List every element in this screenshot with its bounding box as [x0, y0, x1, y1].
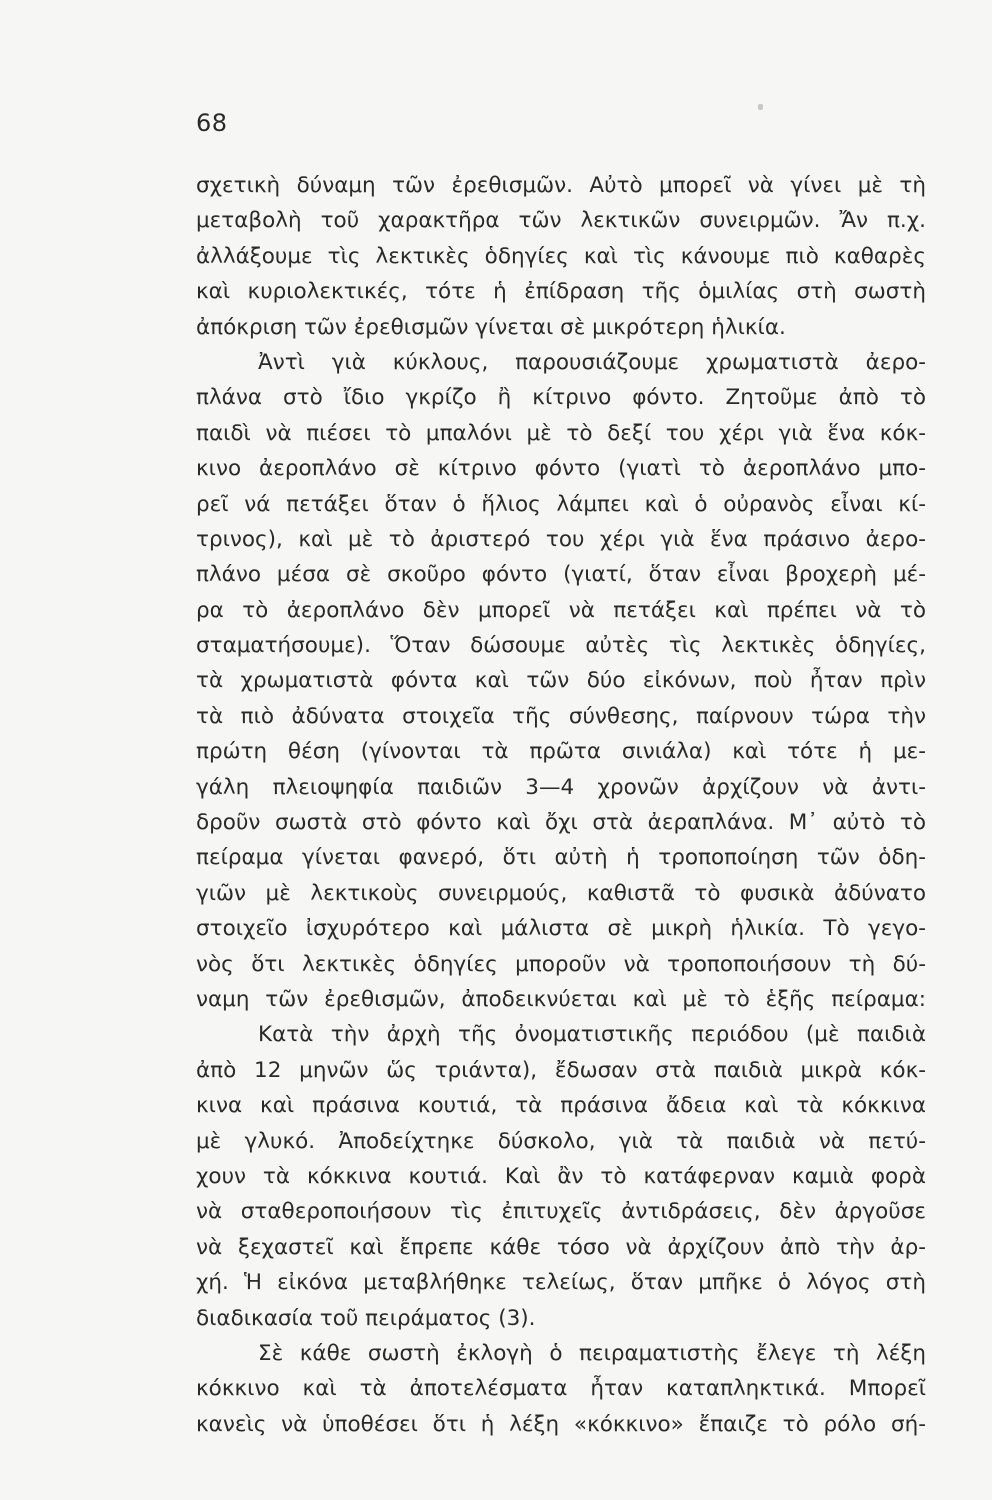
text-line: νὰ σταθεροποιήσουν τὶς ἐπιτυχεῖς ἀντιδράσεις, δὲν ἀργοῦσε: [196, 1199, 926, 1225]
text-line: χουν τὰ κόκκινα κουτιά. Καὶ ἂν τὸ κατάφερναν καμιὰ φορὰ: [196, 1163, 926, 1189]
text-line: ναμη τῶν ἐρεθισμῶν, ἀποδεικνύεται καὶ μὲ τὸ ἑξῆς πείραμα:: [196, 986, 926, 1012]
text-line: νὸς ὅτι λεκτικὲς ὁδηγίες μποροῦν νὰ τροποποιήσουν τὴ δύ-: [196, 951, 926, 977]
text-line: δροῦν σωστὰ στὸ φόντο καὶ ὄχι στὰ ἀεραπλάνα. Μ᾽ αὐτὸ τὸ: [196, 810, 926, 836]
text-line: μεταβολὴ τοῦ χαρακτῆρα τῶν λεκτικῶν συνειρμῶν. Ἄν π.χ.: [196, 208, 926, 234]
text-line: τρινος), καὶ μὲ τὸ ἀριστερό του χέρι γιὰ ἕνα πράσινο ἀερο-: [196, 526, 926, 552]
text-line: ρα τὸ ἀεροπλάνο δὲν μπορεῖ νὰ πετάξει καὶ πρέπει νὰ τὸ: [196, 597, 926, 623]
text-line: στοιχεῖο ἰσχυρότερο καὶ μάλιστα σὲ μικρὴ ἡλικία. Τὸ γεγο-: [196, 916, 926, 942]
text-line: πρώτη θέση (γίνονται τὰ πρῶτα σινιάλα) καὶ τότε ἡ με-: [196, 739, 926, 765]
text-line: κινο ἀεροπλάνο σὲ κίτρινο φόντο (γιατὶ τὸ ἀεροπλάνο μπο-: [196, 456, 926, 482]
text-line: πλάνο μέσα σὲ σκοῦρο φόντο (γιατί, ὅταν εἶναι βροχερὴ μέ-: [196, 562, 926, 588]
text-line: σχετικὴ δύναμη τῶν ἐρεθισμῶν. Αὐτὸ μπορεῖ νὰ γίνει μὲ τὴ: [196, 173, 926, 198]
text-line: τὰ πιὸ ἀδύνατα στοιχεῖα τῆς σύνθεσης, παίρνουν τώρα τὴν: [196, 703, 926, 729]
text-line: διαδικασία τοῦ πειράματος (3).: [196, 1305, 536, 1331]
page-number: 68: [196, 109, 228, 137]
text-line: ἀλλάξουμε τὶς λεκτικὲς ὁδηγίες καὶ τὶς κάνουμε πιὸ καθαρὲς: [196, 243, 926, 269]
text-line: χή. Ἡ εἰκόνα μεταβλήθηκε τελείως, ὅταν μπῆκε ὁ λόγος στὴ: [196, 1270, 926, 1296]
text-line: γάλη πλειοψηφία παιδιῶν 3—4 χρονῶν ἀρχίζουν νὰ ἀντι-: [196, 774, 926, 800]
print-speck: [758, 104, 763, 110]
text-line: νὰ ξεχαστεῖ καὶ ἔπρεπε κάθε τόσο νὰ ἀρχίζουν ἀπὸ τὴν ἀρ-: [196, 1234, 926, 1260]
body-text: [196, 168, 926, 1442]
text-line: κανεὶς νὰ ὑποθέσει ὅτι ἡ λέξη «κόκκινο» ἔπαιζε τὸ ρόλο σή-: [196, 1411, 926, 1437]
text-line: ἀπὸ 12 μηνῶν ὥς τριάντα), ἔδωσαν στὰ παιδιὰ μικρὰ κόκ-: [196, 1057, 926, 1083]
text-line: σταματήσουμε). Ὅταν δώσουμε αὐτὲς τὶς λεκτικὲς ὁδηγίες,: [196, 633, 926, 659]
text-line: πείραμα γίνεται φανερό, ὅτι αὐτὴ ἡ τροποποίηση τῶν ὁδη-: [196, 845, 926, 871]
text-line: Κατὰ τὴν ἀρχὴ τῆς ὀνοματιστικῆς περιόδου (μὲ παιδιὰ: [258, 1022, 926, 1048]
text-line: κόκκινο καὶ τὰ ἀποτελέσματα ἦταν καταπληκτικά. Μπορεῖ: [196, 1376, 926, 1402]
text-line: κινα καὶ πράσινα κουτιά, τὰ πράσινα ἄδεια καὶ τὰ κόκκινα: [196, 1093, 926, 1119]
text-line: ἀπόκριση τῶν ἐρεθισμῶν γίνεται σὲ μικρότερη ἡλικία.: [196, 314, 786, 340]
text-line: καὶ κυριολεκτικές, τότε ἡ ἐπίδραση τῆς ὁμιλίας στὴ σωστὴ: [196, 279, 926, 305]
text-line: ρεῖ νά πετάξει ὅταν ὁ ἥλιος λάμπει καὶ ὁ οὐρανὸς εἶναι κί-: [196, 491, 926, 517]
text-line: πλάνα στὸ ἴδιο γκρίζο ἢ κίτρινο φόντο. Ζητοῦμε ἀπὸ τὸ: [196, 385, 926, 411]
text-line: τὰ χρωματιστὰ φόντα καὶ τῶν δύο εἰκόνων, ποὺ ἦταν πρὶν: [196, 668, 926, 694]
text-line: γιῶν μὲ λεκτικοὺς συνειρμούς, καθιστᾶ τὸ φυσικὰ ἀδύνατο: [196, 880, 926, 906]
text-line: Σὲ κάθε σωστὴ ἐκλογὴ ὁ πειραματιστὴς ἔλεγε τὴ λέξη: [258, 1340, 926, 1366]
text-line: παιδὶ νὰ πιέσει τὸ μπαλόνι μὲ τὸ δεξί του χέρι γιὰ ἕνα κόκ-: [196, 420, 926, 446]
text-line: Ἀντὶ γιὰ κύκλους, παρουσιάζουμε χρωματιστὰ ἀερο-: [258, 349, 926, 375]
text-line: μὲ γλυκό. Ἀποδείχτηκε δύσκολο, γιὰ τὰ παιδιὰ νὰ πετύ-: [196, 1128, 926, 1154]
